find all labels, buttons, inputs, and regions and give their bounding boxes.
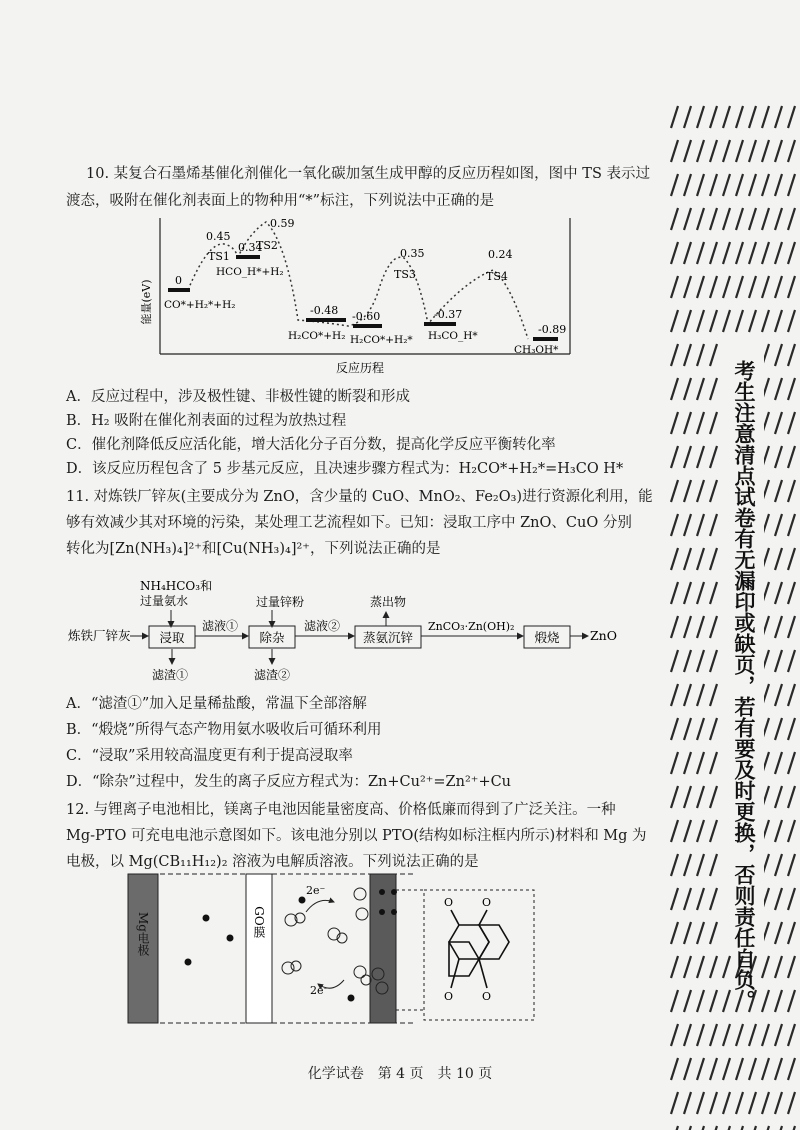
ts-value: 0.24	[488, 248, 513, 261]
residue1: 滤渣①	[152, 668, 189, 682]
x-axis-label: 反应历程	[335, 361, 385, 375]
species-label: HCO_H*+H₂	[216, 266, 284, 278]
ts-name: TS1	[208, 250, 230, 263]
q11-stem-line3: 转化为[Zn(NH₃)₄]²⁺和[Cu(NH₃)₄]²⁺，下列说法正确的是	[66, 541, 441, 557]
q11-option-d[interactable]: D．“除杂”过程中，发生的离子反应方程式为：Zn+Cu²⁺=Zn²⁺+Cu	[66, 774, 512, 790]
intermediate: ZnCO₃·Zn(OH)₂	[428, 620, 515, 633]
q11-stem-line2: 够有效减少其对环境的污染，某处理工艺流程如下。已知：浸取工序中 ZnO、CuO 分别	[66, 515, 632, 531]
residue2: 滤渣②	[254, 668, 291, 682]
process-flow-diagram	[60, 572, 640, 684]
q10-option-d[interactable]: D．该反应历程包含了 5 步基元反应，且决速步骤方程式为：H₂CO*+H₂*=H₃CO H*	[66, 461, 624, 477]
q10-option-a[interactable]: A．反应过程中，涉及极性键、非极性键的断裂和形成	[66, 389, 410, 405]
q11-stem-line1: 11. 对炼铁厂锌灰(主要成分为 ZnO，含少量的 CuO、MnO₂、Fe₂O₃)进行资源化利用，能	[66, 489, 653, 505]
oxygen-atom: O	[482, 896, 492, 909]
species-label: CO*+H₂*+H₂	[164, 299, 236, 311]
level-value-0: 0	[175, 274, 182, 287]
electron-label-top: 2e⁻	[306, 884, 326, 897]
page-footer: 化学试卷 第 4 页 共 10 页	[307, 1066, 493, 1082]
pto-electrode	[370, 874, 396, 1023]
distillate: 蒸出物	[370, 595, 407, 609]
q10-stem-line2: 渡态，吸附在催化剂表面上的物种用“*”标注，下列说法中正确的是	[66, 193, 495, 209]
step-precipitate: 蒸氨沉锌	[362, 630, 414, 645]
electron-label-bottom: 2e⁻	[310, 984, 330, 997]
step-calcine: 煅烧	[534, 630, 560, 645]
energy-diagram	[138, 212, 578, 380]
ts-name: TS3	[394, 268, 416, 281]
species-label: H₂CO*+H₂	[288, 330, 346, 342]
level-value-neg0.89: -0.89	[538, 323, 567, 336]
product: ZnO	[590, 628, 617, 643]
pto-structure	[449, 910, 509, 988]
step-purify: 除杂	[259, 630, 285, 645]
ts-name: TS4	[486, 270, 508, 283]
level-value-0.34: 0.34	[238, 241, 263, 254]
q12-stem-line3: 电极，以 Mg(CB₁₁H₁₂)₂ 溶液为电解质溶液。下列说法正确的是	[66, 854, 479, 870]
go-membrane-label: GO膜	[252, 906, 266, 938]
q10-option-b[interactable]: B．H₂ 吸附在催化剂表面的过程为放热过程	[66, 413, 347, 429]
filtrate1: 滤液①	[202, 619, 239, 633]
level-value-neg0.60: -0.60	[352, 310, 381, 323]
battery-diagram	[126, 870, 546, 1030]
q12-stem-line1: 12. 与锂离子电池相比，镁离子电池因能量密度高、价格低廉而得到了广泛关注。一种	[66, 802, 616, 818]
oxygen-atom: O	[482, 990, 492, 1003]
species-label: H₂CO*+H₂*	[350, 334, 413, 346]
oxygen-atom: O	[444, 896, 454, 909]
go-membrane	[246, 874, 272, 1023]
y-axis-label: 能量(eV)	[140, 279, 153, 325]
ts-name: TS2	[256, 239, 278, 252]
filtrate2: 滤液②	[304, 619, 341, 633]
oxygen-atom: O	[444, 990, 454, 1003]
step-leaching: 浸取	[159, 630, 185, 645]
q10-stem-line1: 10. 某复合石墨烯基催化剂催化一氧化碳加氢生成甲醇的反应历程如图，图中 TS 表示过	[86, 166, 650, 182]
reagent1: 过量氨水	[140, 594, 189, 608]
species-label: CH₃OH*	[514, 344, 559, 356]
flow-start: 炼铁厂锌灰	[68, 628, 131, 643]
ts-value: 0.35	[400, 247, 425, 260]
pto-structure-box	[424, 890, 534, 1020]
level-value-neg0.48: -0.48	[310, 304, 339, 317]
q11-option-c[interactable]: C．“浸取”采用较高温度更有利于提高浸取率	[66, 748, 353, 764]
q11-option-a[interactable]: A．“滤渣①”加入足量稀盐酸，常温下全部溶解	[66, 696, 367, 712]
reagent1: NH₄HCO₃和	[140, 579, 213, 593]
ts-value: 0.45	[206, 230, 231, 243]
q12-stem-line2: Mg-PTO 可充电电池示意图如下。该电池分别以 PTO(结构如标注框内所示)材料和 Mg 为	[66, 828, 647, 844]
q10-option-c[interactable]: C．催化剂降低反应活化能，增大活化分子百分数，提高化学反应平衡转化率	[66, 437, 556, 453]
sidebar-notice: 考生注意清点试卷有无漏印或缺页，若有要及时更换，否则责任自负。	[732, 360, 756, 1011]
species-label: H₃CO_H*	[428, 330, 478, 342]
q11-option-b[interactable]: B．“煅烧”所得气态产物用氨水吸收后可循环利用	[66, 722, 382, 738]
mg-electrode-label: Mg电极	[136, 912, 150, 956]
reagent2: 过量锌粉	[256, 595, 305, 609]
ts-value: 0.59	[270, 217, 295, 230]
level-value-neg0.37: -0.37	[434, 308, 463, 321]
